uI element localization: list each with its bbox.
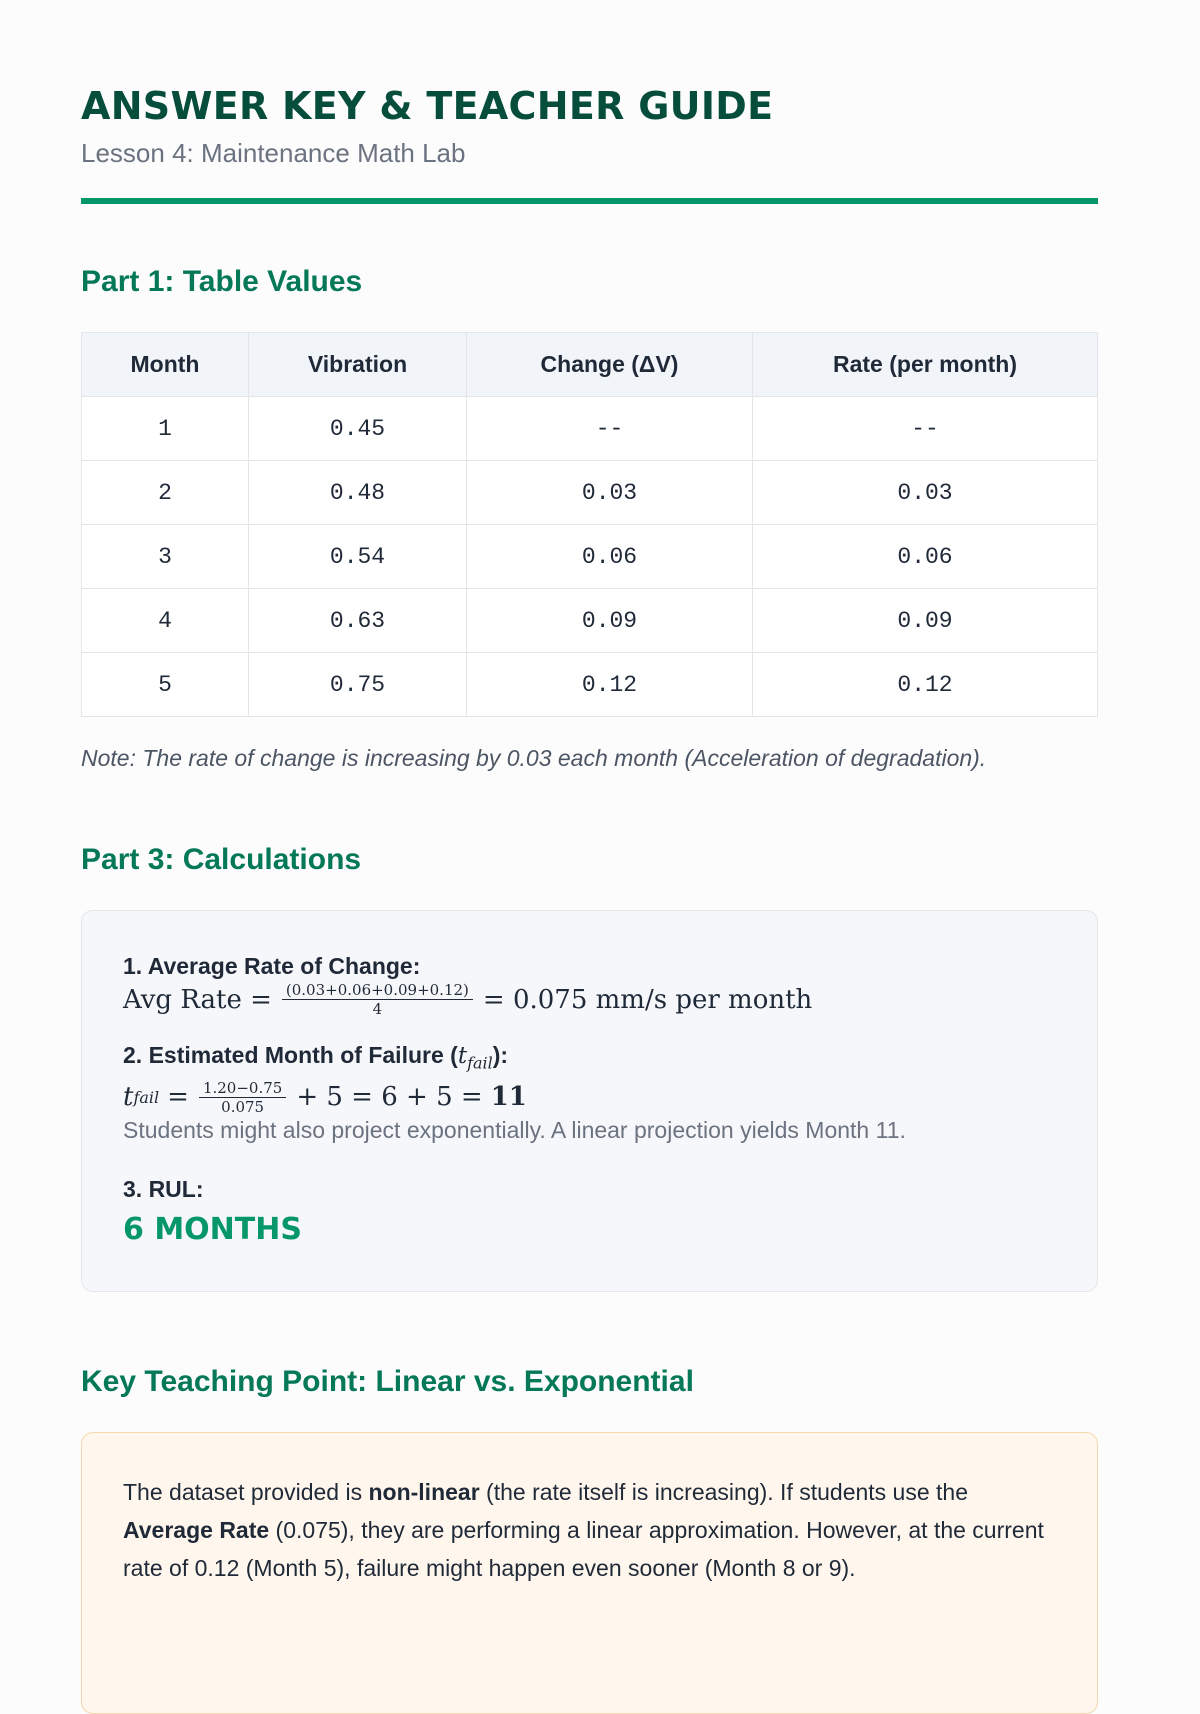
fraction: [282, 981, 473, 1018]
fraction-numerator: 1.20−0.75: [199, 1079, 286, 1098]
formula-lhs: Avg Rate =: [123, 984, 272, 1015]
formula-variable: t: [123, 1082, 134, 1113]
rul-value: 6 MONTHS: [123, 1211, 302, 1247]
calc-item-failure-month: [123, 1040, 1057, 1144]
key-point-box: [81, 1432, 1098, 1714]
header-divider: [81, 198, 1098, 204]
formula-equals: =: [167, 1082, 189, 1113]
formula-subscript: fail: [133, 1087, 160, 1107]
calc-label: 1. Average Rate of Change:: [123, 953, 421, 979]
calculations-box: [81, 910, 1098, 1292]
table-cell: 0.48: [249, 461, 467, 525]
table-row: [82, 461, 1098, 525]
table-cell: 0.06: [467, 525, 753, 589]
projection-hint: Students might also project exponentially. A linear projection yields Month 11.: [123, 1116, 906, 1143]
calc-item-average-rate: [123, 951, 1057, 1018]
column-header: Change (ΔV): [467, 333, 753, 397]
table-cell: 0.45: [249, 397, 467, 461]
table-cell: 0.03: [467, 461, 753, 525]
page-subtitle: Lesson 4: Maintenance Math Lab: [81, 138, 466, 168]
label-suffix: ):: [492, 1042, 509, 1068]
table-cell: 0.09: [467, 589, 753, 653]
fraction-denominator: 4: [372, 1000, 383, 1018]
part1-heading: Part 1: Table Values: [81, 265, 363, 298]
calc-label: [123, 1040, 1057, 1079]
label-variable: t: [457, 1043, 468, 1069]
table-cell: 0.03: [753, 461, 1098, 525]
table-note: Note: The rate of change is increasing by 0.03 each month (Acceleration of degradation).: [81, 745, 987, 771]
table-cell: --: [467, 397, 753, 461]
key-text: (the rate itself is increasing). If students use the: [479, 1478, 969, 1505]
table-cell: 0.06: [753, 525, 1098, 589]
formula-rhs: = 0.075 mm/s per month: [482, 984, 813, 1015]
failure-formula: [123, 1079, 1057, 1116]
key-text: The dataset provided is: [123, 1478, 369, 1505]
fraction-denominator: 0.075: [221, 1097, 265, 1116]
column-header: Rate (per month): [753, 333, 1098, 397]
table-cell: 5: [82, 653, 249, 717]
label-subscript: fail: [467, 1053, 493, 1073]
formula-result: 11: [490, 1082, 527, 1113]
fraction-numerator: (0.03+0.06+0.09+0.12): [282, 981, 473, 1000]
avg-rate-formula: [123, 981, 1057, 1018]
column-header: Month: [82, 333, 249, 397]
table-cell: 2: [82, 461, 249, 525]
table-cell: 0.63: [249, 589, 467, 653]
table-row: [82, 525, 1098, 589]
key-point-heading: Key Teaching Point: Linear vs. Exponential: [81, 1364, 694, 1398]
table-cell: 0.12: [753, 653, 1098, 717]
key-text: (0.075), they are performing a linear approximation. However, at the current rate of 0.12 (Month 5), failure might happen even sooner (Month 8 or 9).: [123, 1516, 1044, 1581]
values-table: [81, 332, 1098, 717]
page-title: ANSWER KEY & TEACHER GUIDE: [81, 84, 774, 128]
part3-heading: Part 3: Calculations: [81, 843, 362, 876]
table-cell: 4: [82, 589, 249, 653]
table-cell: 0.09: [753, 589, 1098, 653]
table-cell: 3: [82, 525, 249, 589]
table-row: [82, 653, 1098, 717]
table-cell: --: [753, 397, 1098, 461]
table-cell: 1: [82, 397, 249, 461]
calc-item-rul: [123, 1174, 1057, 1247]
formula-rhs: + 5 = 6 + 5 =: [296, 1082, 483, 1113]
table-cell: 0.12: [467, 653, 753, 717]
table-cell: 0.75: [249, 653, 467, 717]
calc-label: 3. RUL:: [123, 1175, 204, 1202]
label-prefix: 2. Estimated Month of Failure (: [123, 1042, 458, 1068]
fraction: [199, 1079, 286, 1116]
key-text-bold: non-linear: [368, 1478, 480, 1505]
table-cell: 0.54: [249, 525, 467, 589]
table-header-row: [82, 333, 1098, 397]
key-text-bold: Average Rate: [123, 1516, 270, 1543]
column-header: Vibration: [249, 333, 467, 397]
table-row: [82, 397, 1098, 461]
table-row: [82, 589, 1098, 653]
